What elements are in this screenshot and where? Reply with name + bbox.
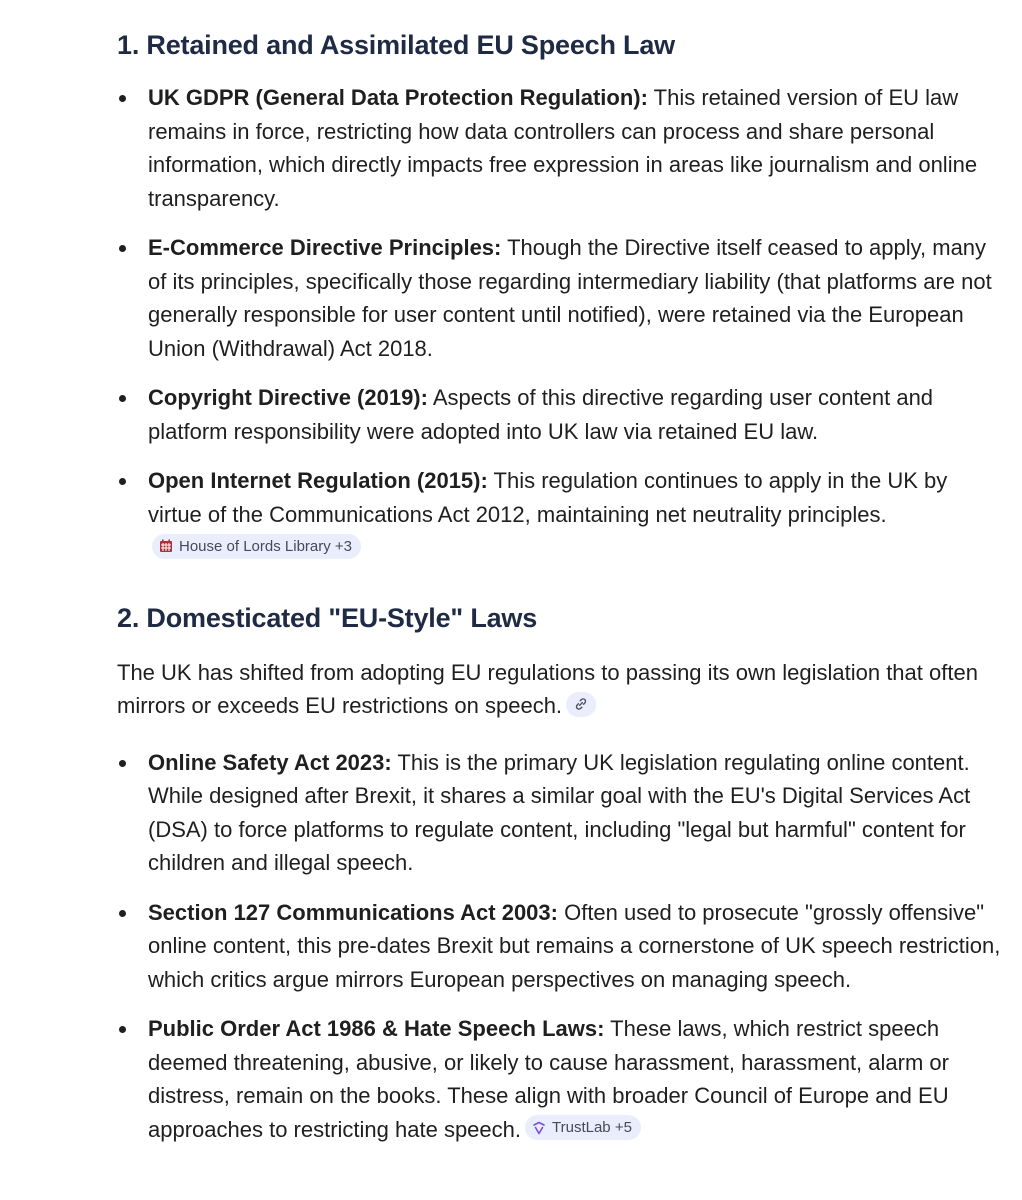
list-item [117, 381, 1007, 448]
list-item [117, 746, 1007, 880]
list-item [117, 1012, 1007, 1146]
list-item [117, 81, 1007, 215]
section-2-intro-text: The UK has shifted from adopting EU regulations to passing its own legislation that often mirrors or exceeds EU restrictions on speech. [117, 659, 978, 718]
list-item [117, 231, 1007, 365]
source-chip-house-of-lords[interactable] [152, 534, 361, 559]
list-item-text: These laws, which restrict speech deemed threatening, abusive, or likely to cause harassment, harassment, alarm or distress, remain on the books. These align with broader Council of Europe and EU approaches to restricting hate speech. [148, 1016, 949, 1142]
list-item-text: This regulation continues to apply in the UK by virtue of the Communications Act 2012, maintaining net neutrality principles. [148, 468, 948, 527]
source-chip-trustlab[interactable] [525, 1115, 641, 1140]
list-item-text: Aspects of this directive regarding user content and platform responsibility were adopted into UK law via retained EU law. [148, 385, 934, 444]
list-item-term: Section 127 Communications Act 2003: [148, 899, 558, 925]
list-item-term: Online Safety Act 2023: [148, 749, 392, 775]
list-item-term: E-Commerce Directive Principles: [148, 235, 502, 260]
section-2-intro [117, 656, 1007, 723]
list-item-text: This is the primary UK legislation regulating online content. While designed after Brexit, it shares a similar goal with the EU's Digital Services Act (DSA) to force platforms to regulate content, including "legal but harmful" content for children and illegal speech. [148, 749, 971, 875]
section-1-list [117, 81, 1007, 565]
source-chip-label: TrustLab +5 [552, 1119, 632, 1136]
list-item-text: Often used to prosecute "grossly offensive" online content, this pre-dates Brexit but remains a cornerstone of UK speech restriction, which critics argue mirrors European perspectives on managing speech. [148, 899, 1001, 992]
section-2-list [117, 746, 1007, 1147]
list-item [117, 896, 1007, 997]
list-item-term: Copyright Directive (2019): [148, 385, 428, 410]
list-item-term: Open Internet Regulation (2015): [148, 468, 488, 493]
section-2-heading: 2. Domesticated "EU-Style" Laws [117, 602, 538, 633]
portcullis-icon [159, 539, 173, 553]
source-chip-label: House of Lords Library +3 [179, 537, 353, 555]
list-item-text: Though the Directive itself ceased to apply, many of its principles, specifically those regarding intermediary liability (that platforms are not generally responsible for user content until notified), were retained via the European Union (Withdrawal) Act 2018. [148, 235, 992, 361]
response-content [117, 26, 1007, 1146]
list-item-text: This retained version of EU law remains in force, restricting how data controllers can process and share personal information, which directly impacts free expression in areas like journalism and online transparency. [148, 85, 978, 211]
section-1-heading: 1. Retained and Assimilated EU Speech Law [117, 30, 675, 60]
list-item-term: Public Order Act 1986 & Hate Speech Laws: [148, 1016, 605, 1041]
list-item-term: UK GDPR (General Data Protection Regulation): [148, 85, 648, 110]
link-icon [574, 697, 588, 711]
trustlab-logo-icon [532, 1121, 546, 1135]
source-link-chip[interactable] [566, 692, 596, 717]
list-item [117, 464, 1007, 565]
